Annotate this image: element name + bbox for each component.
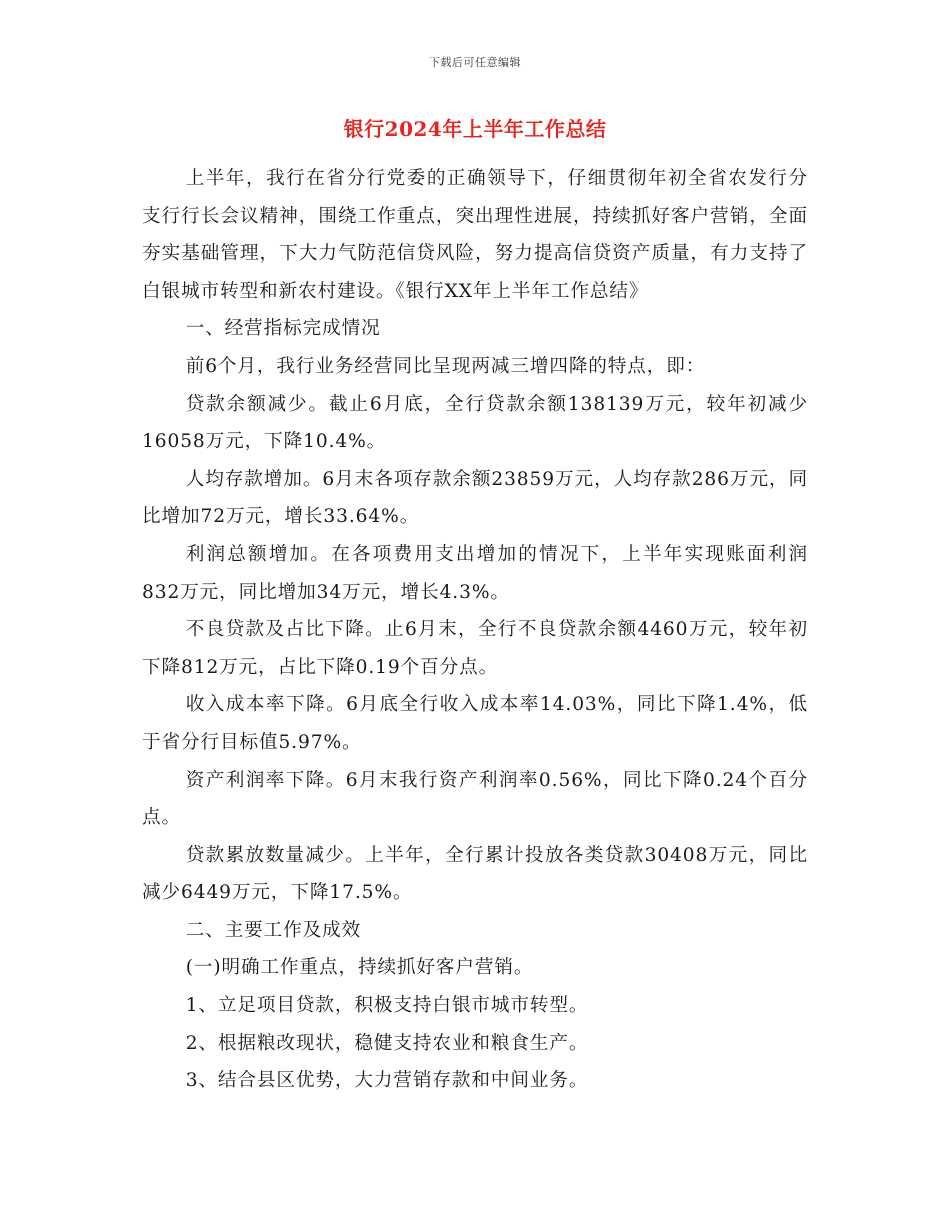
- section-heading-1: 一、经营指标完成情况: [185, 318, 381, 340]
- section-heading-2: 二、主要工作及成效: [185, 919, 362, 941]
- paragraph-loan-issuance: 贷款累放数量减少。上半年，全行累计投放各类贷款30408万元，同比减少6449万元，下降17.5%。: [142, 844, 808, 904]
- subsection-heading-1: (一)明确工作重点，持续抓好客户营销。: [185, 957, 534, 979]
- paragraph-intro: 上半年，我行在省分行党委的正确领导下，仔细贯彻年初全省农发行分支行行长会议精神，围绕工作重点，突出理性进展，持续抓好客户营销，全面夯实基础管理，下大力气防范信贷风险，努力提高信贷资产质量，有力支持了白银城市转型和新农村建设。《银行XX年上半年工作总结》: [142, 168, 808, 302]
- paragraph-asset-return: 资产利润率下降。6月末我行资产利润率0.56%，同比下降0.24个百分点。: [142, 769, 808, 829]
- list-item: 1、立足项目贷款，积极支持白银市城市转型。: [185, 995, 589, 1017]
- paragraph-cost-ratio: 收入成本率下降。6月底全行收入成本率14.03%，同比下降1.4%，低于省分行目标值5.97%。: [142, 694, 808, 753]
- header-note: 下载后可任意编辑: [429, 56, 521, 69]
- list-item: 3、结合县区优势，大力营销存款和中间业务。: [185, 1070, 589, 1092]
- list-item: 2、根据粮改现状，稳健支持农业和粮食生产。: [185, 1032, 589, 1054]
- document-title: 银行2024年上半年工作总结: [343, 117, 607, 141]
- document-body: [142, 160, 808, 1100]
- paragraph-summary: 前6个月，我行业务经营同比呈现两减三增四降的特点，即：: [185, 355, 706, 377]
- paragraph-profit: 利润总额增加。在各项费用支出增加的情况下，上半年实现账面利润832万元，同比增加34万元，增长4.3%。: [142, 543, 808, 603]
- paragraph-bad-loans: 不良贷款及占比下降。止6月末，全行不良贷款余额4460万元，较年初下降812万元，占比下降0.19个百分点。: [142, 619, 808, 678]
- paragraph-deposits: 人均存款增加。6月末各项存款余额23859万元，人均存款286万元，同比增加72万元，增长33.64%。: [142, 468, 808, 528]
- paragraph-loan-balance: 贷款余额减少。截止6月底，全行贷款余额138139万元，较年初减少16058万元，下降10.4%。: [142, 393, 808, 453]
